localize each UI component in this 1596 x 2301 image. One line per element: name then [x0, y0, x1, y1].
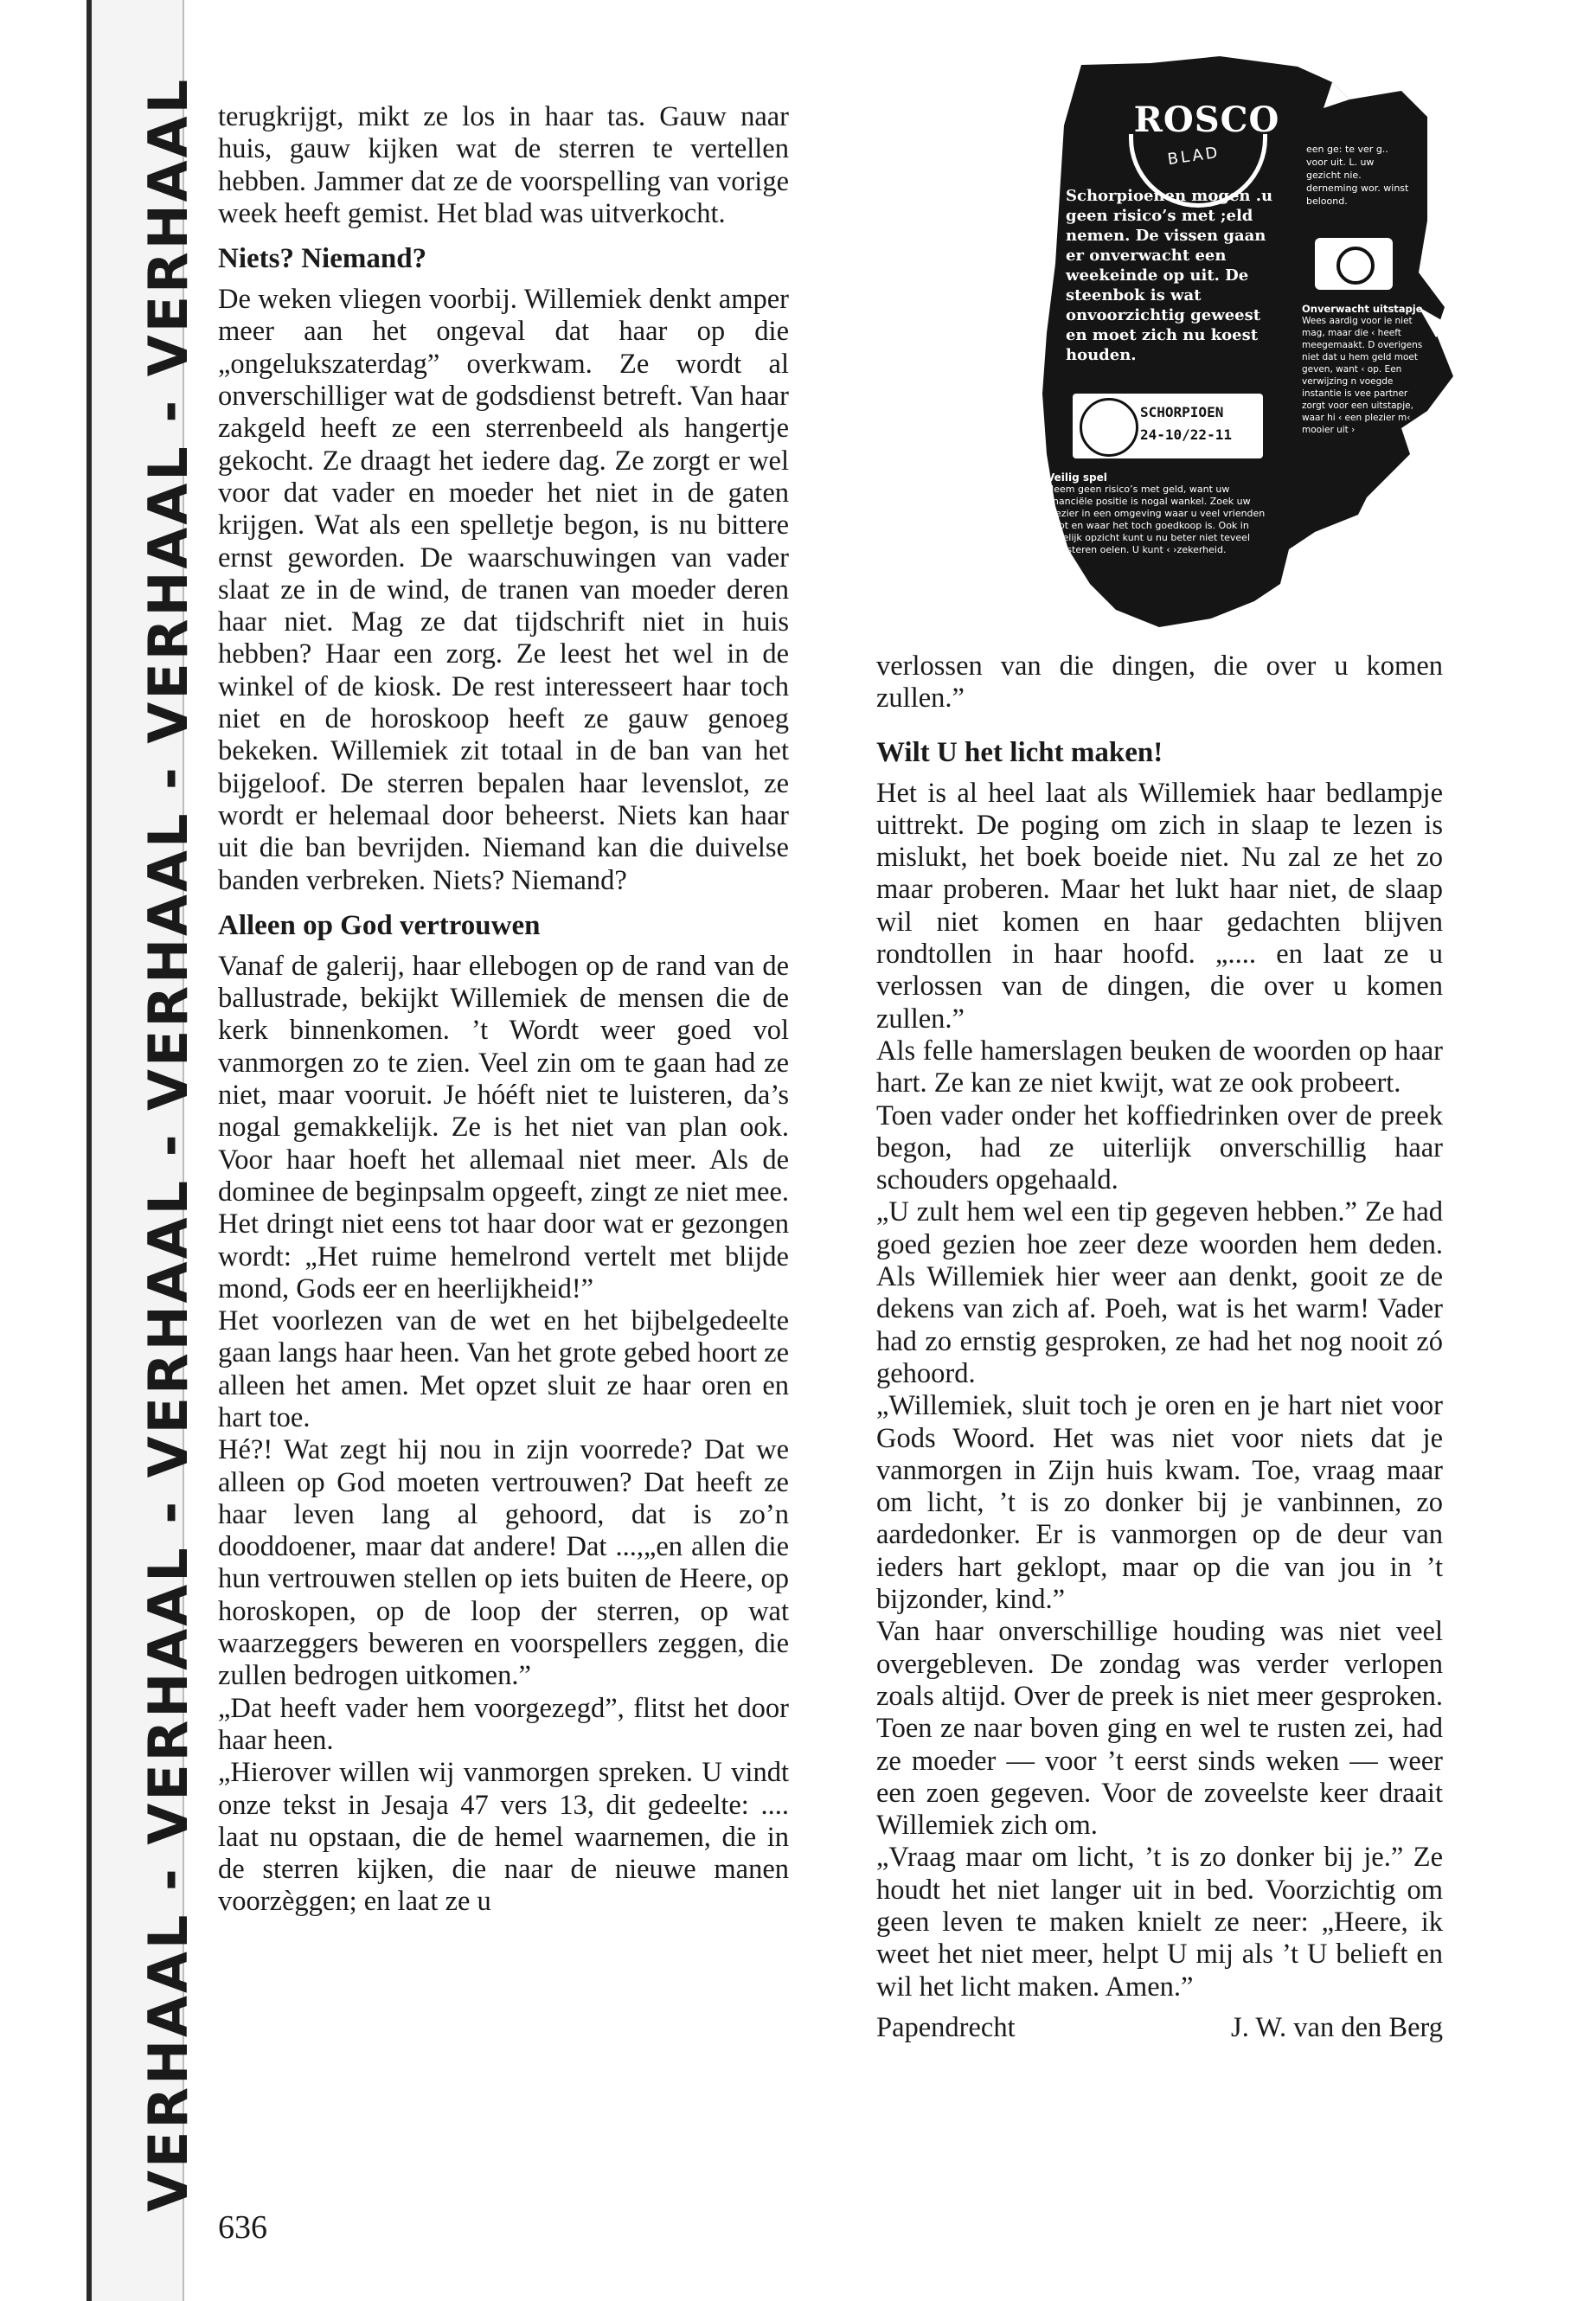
paragraph: Hé?! Wat zegt hij nou in zijn voorrede? Dat we alleen op God moeten vertrouwen? Dat heeft ze haar leven lang al gehoord, dat is zo’n dooddoener, maar dat andere! Dat ...,„en allen die hun vertrouwen stellen op iets buiten de Heere, op horoskopen, op de loop der sterren, op wat waarzeggers beweren en voorspellers zeggen, die zullen bedrogen uitkomen.” [218, 1434, 789, 1692]
paragraph: Van haar onverschillige houding was niet veel overgebleven. De zondag was verder verlopen zoals altijd. Over de preek is niet meer gesproken. Toen ze naar boven ging en wel te rusten zei, had ze moeder — voor ’t eerst sinds weken — weer een zoen gegeven. Voor de zoveelste keer draait Willemiek zich om. [876, 1616, 1443, 1842]
clipping-sub [1047, 471, 1272, 556]
paragraph: terugkrijgt, mikt ze los in haar tas. Gauw naar huis, gauw kijken wat de sterren te vertellen hebben. Jammer dat ze de voorspelling van vorige week heeft gemist. Het blad was uitverkocht. [218, 101, 789, 229]
clipping-right-text: Wees aardig voor ie niet mag, maar die ‹ heeft meegemaakt. D overigens niet dat u hem geld moet geven, want ‹ op. Een verwijzing n voegde instantie is vee partner zorgt voor een uitstapje, waar hi ‹ een plezier m‹ mooier uit › [1302, 316, 1423, 435]
scorpio-badge [1073, 394, 1263, 458]
paragraph: Toen vader onder het koffiedrinken over de preek begon, had ze uiterlijk onverschillig haar schouders opgehaald. [876, 1099, 1443, 1196]
clipping-main-text: Schorpioenen mogen .u geen risico’s met ;eld nemen. De vissen gaan er onverwacht een weekeinde op uit. De steenbok is wat onvoorzichtig geweest en moet zich nu koest houden. [1066, 187, 1273, 364]
paragraph: Vanaf de galerij, haar ellebogen op de rand van de ballustrade, bekijkt Willemiek de mensen die de kerk binnenkomen. ’t Wordt weer goed vol vanmorgen zo te zien. Veel zin om te gaan had ze niet, maar vooruit. Je hóéft niet te luisteren, da’s nogal gemakkelijk. Ze is het niet van plan ook. Voor haar hoeft het allemaal niet meer. Als de dominee de beginpsalm opgeeft, zingt ze niet mee. Het dringt niet eens tot haar door wat er gezongen wordt: „Het ruime hemelrond vertelt met blijde mond, Gods eer en heerlijkheid!” [218, 950, 789, 1304]
zodiac-icon [1315, 238, 1393, 290]
paragraph: Het voorlezen van de wet en het bijbelgedeelte gaan langs haar heen. Van het grote gebed hoort ze alleen het amen. Met opzet sluit ze haar oren en hart toe. [218, 1305, 789, 1433]
clipping-sub-text: Neem geen risico’s met geld, want uw financiële positie is nogal wankel. Zoek uw plezier in een omgeving waar u veel vrienden hebt en waar het toch goedkoop is. Ook in zakelijk opzicht kunt u nu beter niet teveel investeren oelen. U kunt ‹ ›zekerheid. [1047, 484, 1266, 555]
paragraph: „Hierover willen wij vanmorgen spreken. U vindt onze tekst in Jesaja 47 vers 13, dit gedeelte: .... laat nu opstaan, die de hemel waarnemen, die in de sterren kijken, die naar de nieuwe manen voorzèggen; en laat ze u [218, 1757, 789, 1918]
paragraph: Als felle hamerslagen beuken de woorden op haar hart. Ze kan ze niet kwijt, wat ze ook probeert. [876, 1035, 1443, 1099]
section-heading: Alleen op God vertrouwen [218, 909, 541, 941]
clipping-right-block [1302, 303, 1423, 436]
paragraph: „Dat heeft vader hem voorgezegd”, flitst het door haar heen. [218, 1692, 789, 1756]
section-heading: Niets? Niemand? [218, 243, 427, 275]
scorpio-title: SCHORPIOEN [1140, 404, 1224, 420]
signature-place: Papendrecht [876, 2011, 1016, 2043]
page-number: 636 [218, 2209, 267, 2246]
clipping-right-top: een ge: te ver g.. voor uit. L. uw gezicht nie. derneming wor. winst beloond. [1306, 144, 1409, 207]
side-banner-text: VERHAAL - VERHAAL - VERHAAL - VERHAAL - VERHAAL - VERHAAL [137, 76, 200, 2212]
clipping-right-title: Onverwacht uitstapje [1302, 303, 1423, 315]
clipping-brand: ROSCO [1133, 99, 1280, 140]
horoscope-clipping [1021, 48, 1462, 644]
paragraph: „U zult hem wel een tip gegeven hebben.” Ze had goed gezien hoe zeer deze woorden hem deden. Als Willemiek hier weer aan denkt, gooit ze de dekens van zich af. Poeh, wat is het warm! Vader had zo ernstig gesproken, ze had het nog nooit zó gehoord. [876, 1196, 1443, 1389]
signature-author: J. W. van den Berg [1231, 2011, 1443, 2043]
paragraph: verlossen van die dingen, die over u komen zullen.” [876, 651, 1443, 715]
paragraph: Het is al heel laat als Willemiek haar bedlampje uittrekt. De poging om zich in slaap te lezen is mislukt, het boek boeide niet. Nu zal ze het zo maar proberen. Maar het lukt haar niet, de slaap wil niet komen en haar gedachten blijven rondtollen in haar hoofd. „.... en laat ze u verlossen van de dingen, die over u komen zullen.” [876, 777, 1443, 1035]
paragraph: De weken vliegen voorbij. Willemiek denkt amper meer aan het ongeval dat haar op die „ongelukszaterdag” overkwam. Ze wordt al onverschilliger wat de godsdienst betreft. Van haar zakgeld heeft ze een sterrenbeeld als hangertje gekocht. Ze draagt het iedere dag. Ze zorgt er wel voor dat vader en moeder het niet in de gaten krijgen. Wat als een spelletje begon, is nu bittere ernst geworden. De waarschuwingen van vader slaat ze in de wind, de tranen van moeder deren haar niet. Mag ze dat tijdschrift niet in huis hebben? Haar een zorg. Ze leest het wel in de winkel of de kiosk. De rest interesseert haar toch niet en de horoskoop heeft ze gauw genoeg bekeken. Willemiek zit totaal in de ban van het bijgeloof. De sterren bepalen haar levenslot, ze wordt er helemaal door beheerst. Niets kan haar uit die ban bevrijden. Niemand kan die duivelse banden verbreken. Niets? Niemand? [218, 284, 789, 896]
paragraph: „Vraag maar om licht, ’t is zo donker bij je.” Ze houdt het niet langer uit in bed. Voorzichtig om geen leven te maken knielt ze neer: „Heere, ik weet het niet meer, helpt U mij als ’t U belieft en wil het licht maken. Amen.” [876, 1842, 1443, 2003]
left-column [218, 101, 789, 1919]
section-heading: Wilt U het licht maken! [876, 736, 1163, 768]
clipping-sub-title: Veilig spel [1047, 471, 1107, 484]
paragraph: „Willemiek, sluit toch je oren en je hart niet voor Gods Woord. Het was niet voor niets dat je vanmorgen in Zijn huis kwam. Toe, vraag maar om licht, ’t is zo donker bij je vanbinnen, zo aardedonker. Er is vanmorgen op de deur van ieders hart geklopt, maar op die van jou in ’t bijzonder, kind.” [876, 1390, 1443, 1616]
right-column [876, 651, 1443, 2044]
clipping-blad: BLAD [1166, 143, 1221, 170]
scorpio-icon [1080, 398, 1138, 457]
scorpio-dates: 24-10/22-11 [1140, 426, 1232, 443]
signature [876, 2012, 1443, 2044]
side-banner [87, 0, 200, 2301]
